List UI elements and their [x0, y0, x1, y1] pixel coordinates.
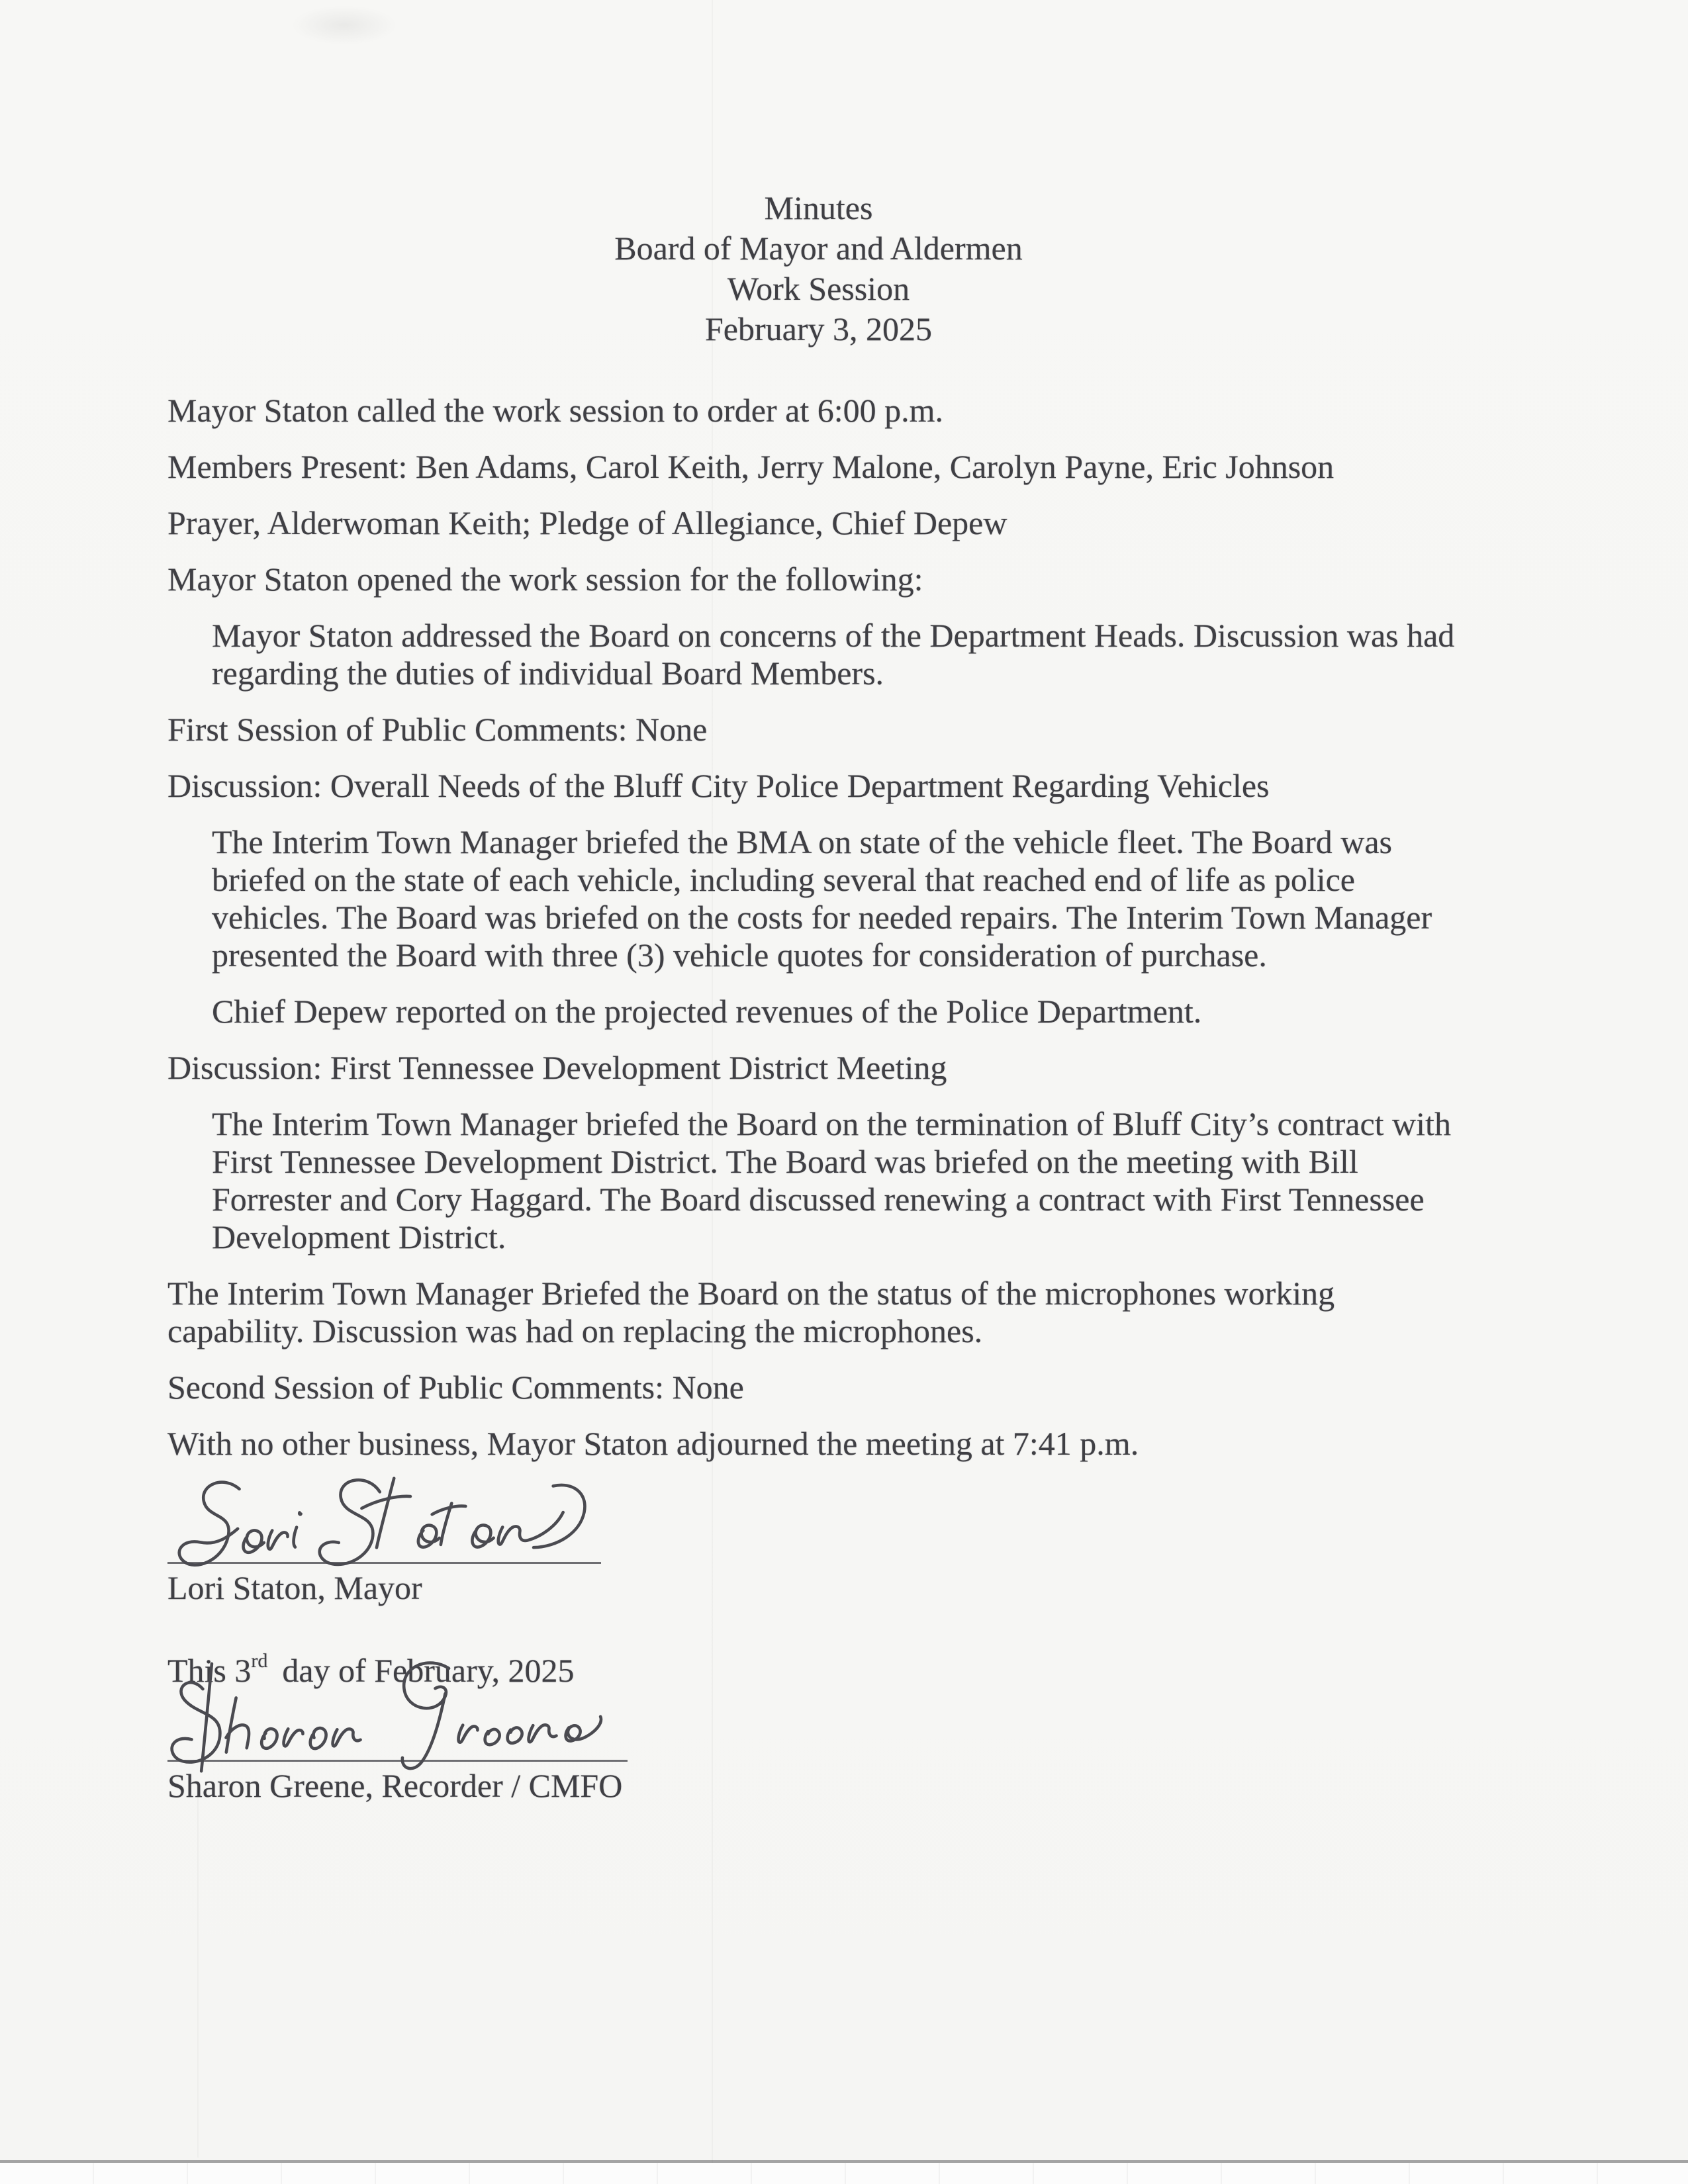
mayor-printed-name: Lori Staton, Mayor — [167, 1569, 422, 1606]
title-line-board: Board of Mayor and Aldermen — [614, 230, 1023, 267]
paragraph-department-heads: Mayor Staton addressed the Board on concerns of the Department Heads. Discussion was had regarding the duties of individual Board Members. — [212, 617, 1455, 692]
paragraph-discussion-vehicles: Discussion: Overall Needs of the Bluff City Police Department Regarding Vehicles — [167, 767, 1270, 804]
paragraph-ftdd-contract: The Interim Town Manager briefed the Board on the termination of Bluff City’s contract with First Tennessee Development District. The Board was briefed on the meeting with Bill Forrester and Cory Haggard. The Board discussed renewing a contract with First Tennessee Development District. — [212, 1105, 1451, 1255]
recorder-printed-name: Sharon Greene, Recorder / CMFO — [167, 1767, 623, 1804]
paragraph-first-comments: First Session of Public Comments: None — [167, 711, 708, 748]
paragraph-discussion-ftdd: Discussion: First Tennessee Development District Meeting — [167, 1049, 947, 1086]
title-line-minutes: Minutes — [764, 189, 873, 226]
paragraph-prayer-pledge: Prayer, Alderwoman Keith; Pledge of Allegiance, Chief Depew — [167, 504, 1008, 541]
recorder-signature-line — [167, 1694, 628, 1762]
paragraph-call-to-order: Mayor Staton called the work session to order at 6:00 p.m. — [167, 392, 943, 429]
paragraph-projected-revenues: Chief Depew reported on the projected revenues of the Police Department. — [212, 993, 1202, 1030]
title-line-session: Work Session — [727, 270, 910, 307]
mayor-signature-block — [167, 1481, 1470, 1607]
paragraph-vehicle-fleet: The Interim Town Manager briefed the BMA on state of the vehicle fleet. The Board was briefed on the state of each vehicle, including several that reached end of life as police vehicles. The Board was briefed on the costs for needed repairs. The Interim Town Manager presented the Board with three (3) vehicle quotes for consideration of purchase. — [212, 823, 1432, 974]
mayor-signature-image — [161, 1461, 614, 1585]
scanner-background — [0, 2163, 1688, 2184]
attestation-rest: day of February, 2025 — [282, 1652, 575, 1689]
document-content — [167, 188, 1470, 1805]
paragraph-adjournment: With no other business, Mayor Staton adjourned the meeting at 7:41 p.m. — [167, 1425, 1139, 1462]
paragraph-second-comments: Second Session of Public Comments: None — [167, 1369, 744, 1406]
scanner-streak — [197, 1787, 199, 2158]
attestation-ordinal: rd — [251, 1650, 268, 1672]
attestation-prefix: This 3 — [167, 1652, 252, 1689]
paragraph-microphones: The Interim Town Manager Briefed the Board on the status of the microphones working capability. Discussion was had on replacing the microphones. — [167, 1275, 1335, 1349]
recorder-signature-image — [159, 1649, 637, 1778]
paragraph-session-opened: Mayor Staton opened the work session for the following: — [167, 561, 923, 598]
scan-smudge — [291, 5, 397, 45]
mayor-signature-line — [167, 1481, 601, 1564]
title-line-date: February 3, 2025 — [705, 310, 932, 347]
recorder-signature-block — [167, 1694, 1470, 1805]
paragraph-members-present: Members Present: Ben Adams, Carol Keith, Jerry Malone, Carolyn Payne, Eric Johnson — [167, 448, 1335, 485]
document-title — [167, 188, 1470, 349]
